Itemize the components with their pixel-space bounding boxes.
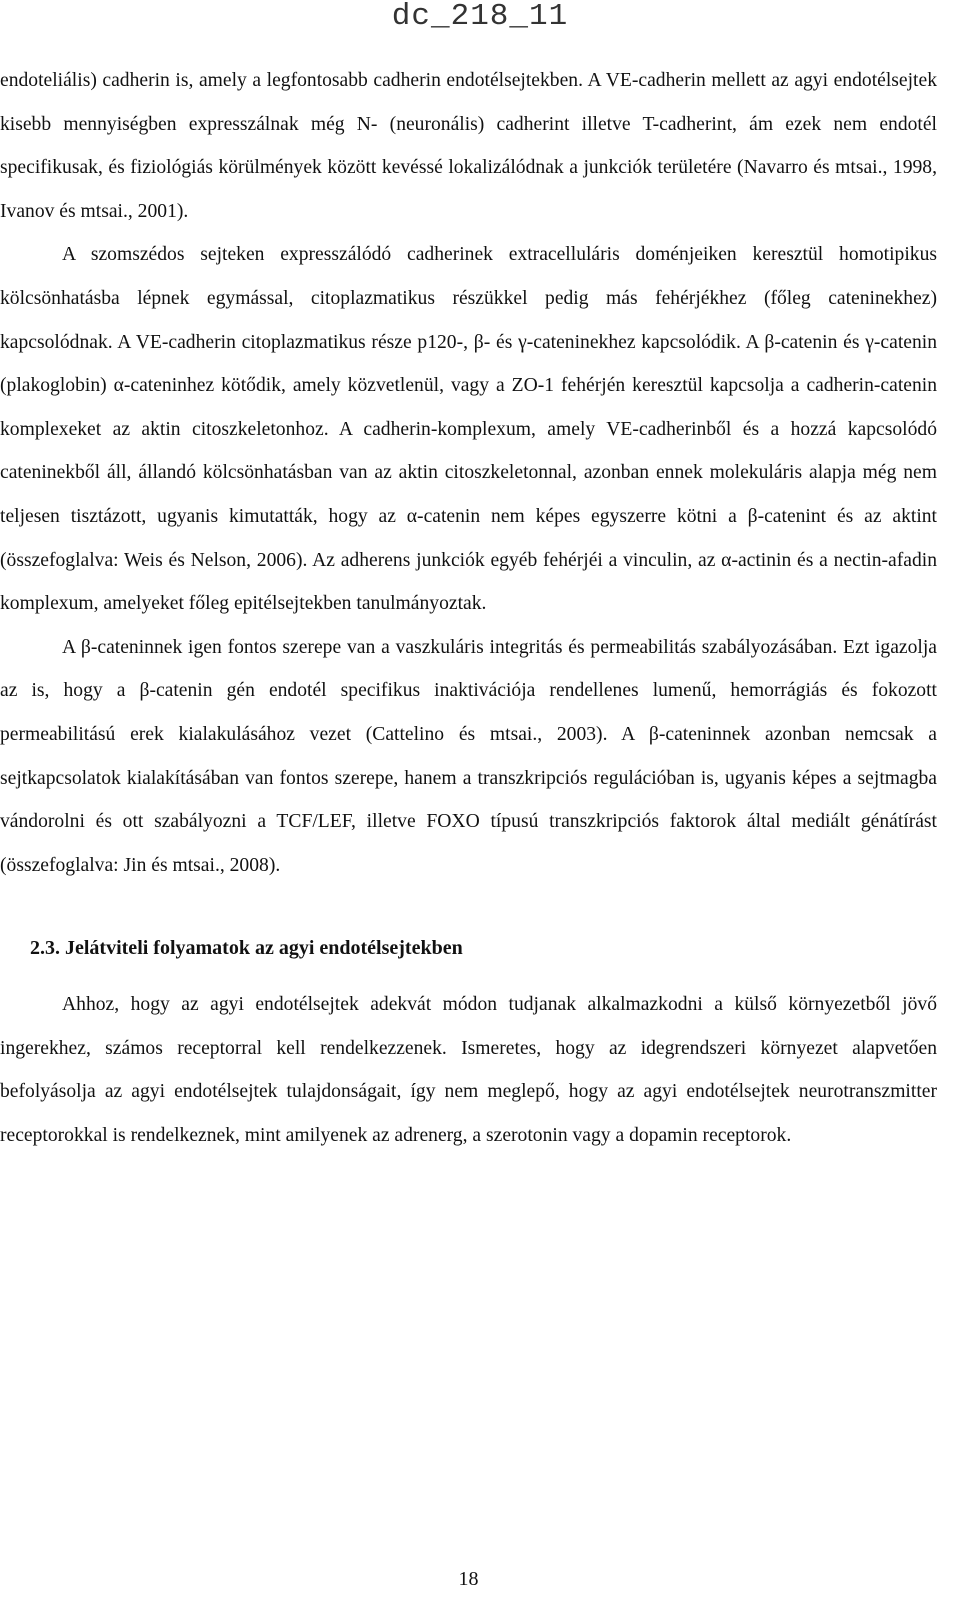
paragraph-beta-catenin-role: A β-cateninnek igen fontos szerepe van a vaszkuláris integritás és permeabilitás szabályozásában. Ezt igazolja az is, hogy a β-catenin gén endotél specifikus inaktivációja rendellenes lumenű, hemorrágiás és fokozott permeabilitású erek kialakulásához vezet (Cattelino és mtsai., 2003). A β-cateninnek azonban nemcsak a sejtkapcsolatok kialakításában van fontos szerepe, hanem a transzkripciós regulációban is, ugyanis képes a sejtmagba vándorolni és ott szabályozni a TCF/LEF, illetve FOXO típusú transzkripciós faktorok által mediált génátírást (összefoglalva: Jin és mtsai., 2008). (0, 636, 937, 876)
page-number: 18 (458, 1568, 479, 1590)
section-heading: 2.3. Jelátviteli folyamatok az agyi endotélsejtekben (30, 937, 463, 960)
paragraph-cadherin-continuation: endoteliális) cadherin is, amely a legfontosabb cadherin endotélsejtekben. A VE-cadherin mellett az agyi endotélsejtek kisebb mennyiségben expresszálnak még N- (neuronális) cadherint illetve T-cadherint, ám ezek nem endotél specifikusak, és fiziológiás körülmények között kevéssé lokalizálódnak a junkciók területére (Navarro és mtsai., 1998, Ivanov és mtsai., 2001). (0, 70, 937, 222)
paragraph-signaling-intro: Ahhoz, hogy az agyi endotélsejtek adekvát módon tudjanak alkalmazkodni a külső környezetből jövő ingerekhez, számos receptorral kell rendelkezzenek. Ismeretes, hogy az idegrendszeri környezet alapvetően befolyásolja az agyi endotélsejtek tulajdonságait, így nem meglepő, hogy az agyi endotélsejtek neurotranszmitter receptorokkal is rendelkeznek, mint amilyenek az adrenerg, a szerotonin vagy a dopamin receptorok. (0, 994, 937, 1147)
paragraph-cadherin-interactions: A szomszédos sejteken expresszálódó cadherinek extracelluláris doménjeiken keresztül homotipikus kölcsönhatásba lépnek egymással, citoplazmatikus részükkel pedig más fehérjékhez (főleg cateninekhez) kapcsolódnak. A VE-cadherin citoplazmatikus része p120-, β- és γ-cateninekhez kapcsolódik. A β-catenin és γ-catenin (plakoglobin) α-cateninhez kötődik, amely közvetlenül, vagy a ZO-1 fehérjén keresztül kapcsolja a cadherin-catenin komplexeket az aktin citoszkeletonhoz. A cadherin-komplexum, amely VE-cadherinből és a hozzá kapcsolódó cateninekből áll, állandó kölcsönhatásban van az aktin citoszkeletonnal, azonban ennek molekuláris alapja még nem teljesen tisztázott, ugyanis kimutatták, hogy az α-catenin nem képes egyszerre kötni a β-catenint és az aktint (összefoglalva: Weis és Nelson, 2006). Az adherens junkciók egyéb fehérjéi a vinculin, az α-actinin és a nectin-afadin komplexum, amelyeket főleg epitélsejtekben tanulmányoztak. (0, 244, 937, 615)
document-code-header: dc_218_11 (391, 0, 569, 34)
document-body (0, 59, 937, 1158)
